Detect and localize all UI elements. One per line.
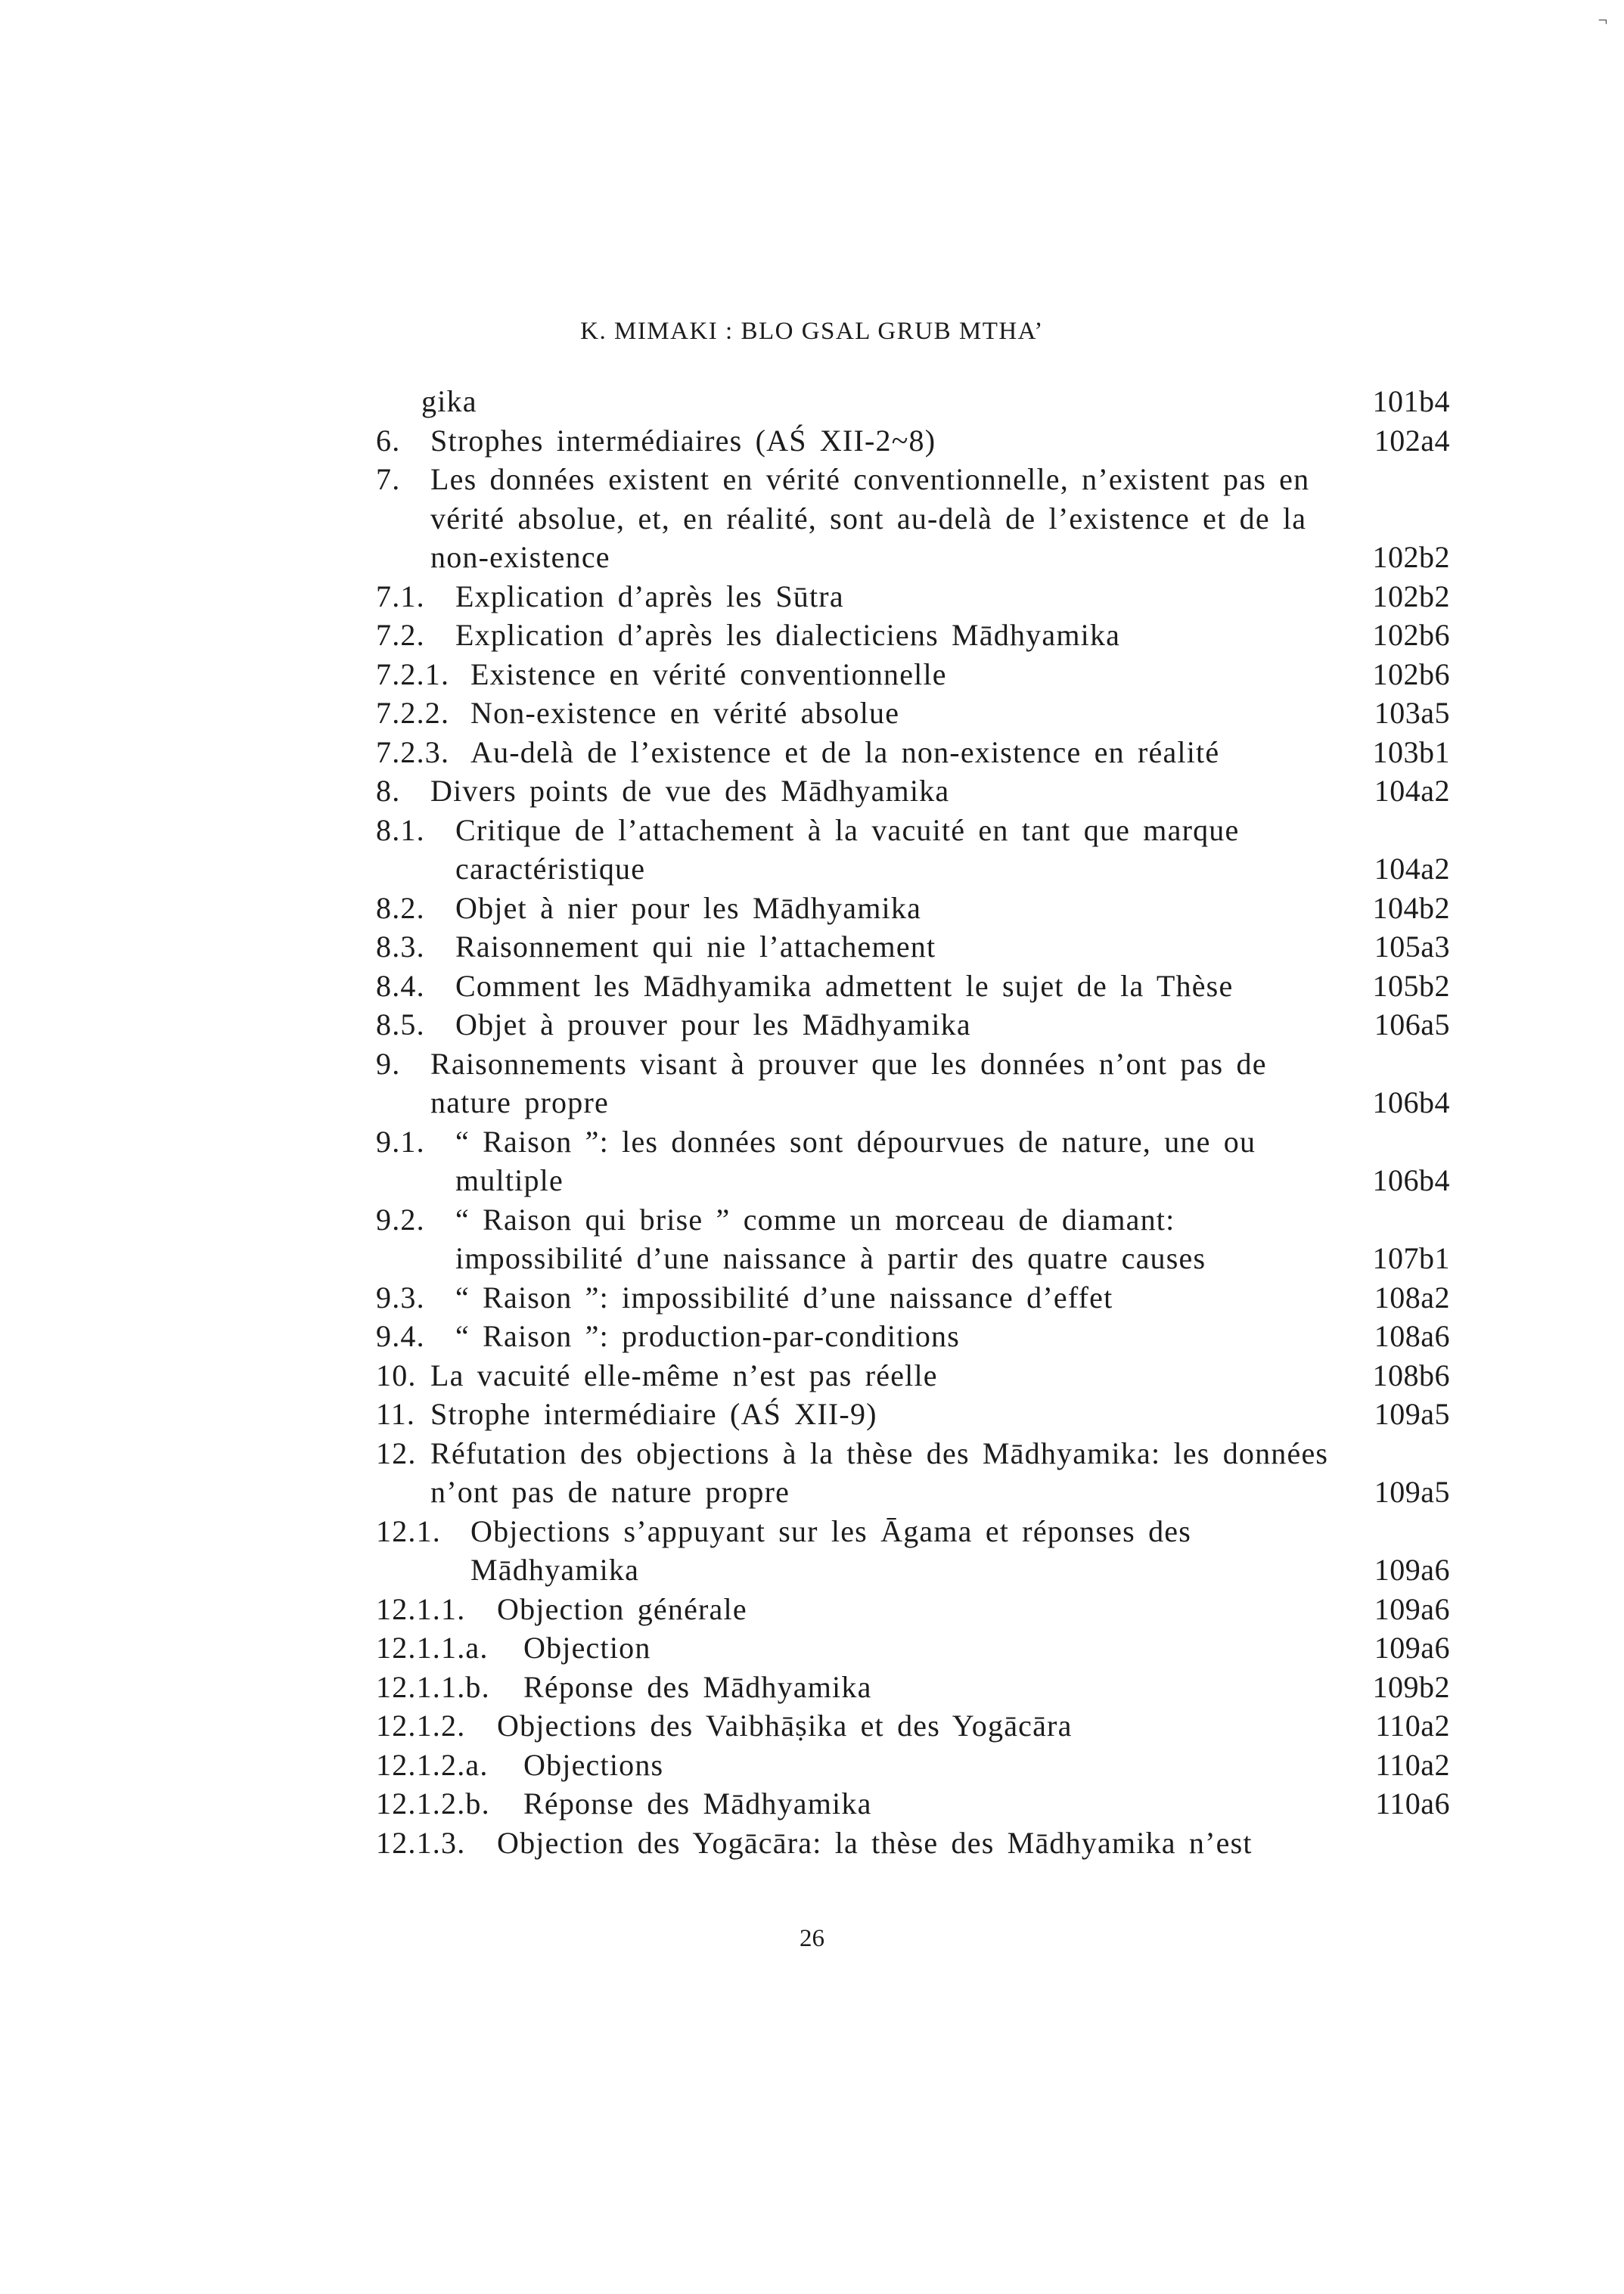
toc-entry	[376, 733, 1450, 772]
toc-entry-title: Objection	[523, 1631, 651, 1665]
toc-entry	[376, 382, 1450, 421]
toc-entry-folio-ref: 103a5	[1374, 696, 1450, 730]
toc-entry	[376, 771, 1450, 811]
toc-entry	[376, 967, 1450, 1006]
toc-entry-title: Objection générale	[497, 1591, 747, 1626]
toc-entry-title: Les données existent en vérité conventionnelle, n’existent pas en vérité absolue, et, en réalité, sont au-delà de l’existence et de la non-existence	[430, 462, 1310, 574]
toc-entry-folio-ref: 107b1	[1372, 1241, 1450, 1275]
toc-entry-title: Comment les Mādhyamika admettent le sujet de la Thèse	[455, 968, 1234, 1003]
toc-entry-number: 7.2.	[376, 618, 425, 652]
toc-entry	[376, 1668, 1450, 1707]
toc-entry	[376, 1590, 1450, 1629]
toc-entry-folio-ref: 102b6	[1372, 618, 1450, 652]
toc-entry-number: 7.2.3.	[376, 734, 450, 769]
toc-entry-number: 9.1.	[376, 1124, 425, 1159]
toc-entry-title: Divers points de vue des Mādhyamika	[430, 774, 950, 808]
toc-entry	[376, 616, 1450, 655]
toc-entry	[376, 1434, 1450, 1512]
toc-entry-number: 8.3.	[376, 930, 425, 964]
toc-entry-folio-ref: 102b2	[1372, 540, 1450, 574]
toc-entry-number: 8.2.	[376, 890, 425, 925]
toc-entry	[376, 1122, 1450, 1200]
toc-entry-folio-ref: 104b2	[1372, 890, 1450, 925]
toc-entry-folio-ref: 106b4	[1372, 1085, 1450, 1119]
toc-entry-folio-ref: 109a5	[1374, 1475, 1450, 1509]
toc-entry	[376, 1706, 1450, 1746]
toc-entry	[376, 1045, 1450, 1122]
toc-entry-number: 12.1.	[376, 1513, 441, 1548]
toc-entry-title: gika	[421, 384, 477, 418]
toc-entry	[376, 927, 1450, 967]
toc-entry	[376, 655, 1450, 694]
toc-entry-folio-ref: 101b4	[1372, 384, 1450, 418]
toc-entry-number: 8.4.	[376, 968, 425, 1003]
toc-entry-title: “ Raison ”: impossibilité d’une naissance d’effet	[455, 1280, 1113, 1315]
toc-entry-number: 7.	[376, 462, 401, 496]
toc-entry-folio-ref: 106b4	[1372, 1163, 1450, 1197]
toc-entry-folio-ref: 110a2	[1375, 1709, 1450, 1743]
toc-entry	[376, 1746, 1450, 1785]
toc-entry	[376, 1824, 1450, 1863]
toc-entry-folio-ref: 109a6	[1374, 1631, 1450, 1665]
toc-entry-title: Objection des Yogācāra: la thèse des Mādhyamika n’est	[497, 1825, 1253, 1860]
toc-entry	[376, 1200, 1450, 1278]
toc-entry-title: “ Raison ”: les données sont dépourvues de nature, une ou multiple	[455, 1124, 1256, 1197]
toc-entry-title: Raisonnements visant à prouver que les données n’ont pas de nature propre	[430, 1046, 1267, 1119]
toc-entry-title: Explication d’après les Sūtra	[455, 579, 844, 613]
toc-entry-title: Existence en vérité conventionnelle	[470, 657, 947, 691]
toc-entry-number: 7.2.1.	[376, 657, 450, 691]
toc-entry-folio-ref: 108a6	[1374, 1319, 1450, 1353]
toc-entry-number: 12.1.2.b.	[376, 1786, 490, 1821]
toc-entry-number: 8.5.	[376, 1007, 425, 1041]
toc-entry	[376, 1512, 1450, 1590]
toc-entry	[376, 1317, 1450, 1356]
toc-entry-number: 12.1.2.	[376, 1709, 466, 1743]
toc-entry-folio-ref: 102b6	[1372, 657, 1450, 691]
toc-entry-folio-ref: 108a2	[1374, 1280, 1450, 1315]
toc-entry-title: Objections des Vaibhāṣika et des Yogācāra	[497, 1709, 1073, 1743]
page-number: 26	[800, 1925, 824, 1952]
toc-entry-number: 9.4.	[376, 1319, 425, 1353]
toc-entry-folio-ref: 110a6	[1375, 1786, 1450, 1821]
scan-corner-mark: ¬	[1598, 11, 1607, 29]
toc-entry	[376, 460, 1450, 577]
toc-entry-title: Objections s’appuyant sur les Āgama et réponses des Mādhyamika	[470, 1513, 1191, 1587]
toc-entry-title: Objet à prouver pour les Mādhyamika	[455, 1007, 971, 1041]
toc-entry-number: 12.1.1.b.	[376, 1669, 490, 1704]
toc-entry	[376, 1005, 1450, 1045]
toc-entry-folio-ref: 105a3	[1374, 930, 1450, 964]
toc-entry-number: 7.1.	[376, 579, 425, 613]
toc-entry-folio-ref: 109b2	[1372, 1669, 1450, 1704]
toc-entry-title: Objet à nier pour les Mādhyamika	[455, 890, 922, 925]
toc-entry-number: 8.	[376, 774, 401, 808]
toc-entry-folio-ref: 104a2	[1374, 774, 1450, 808]
toc-entry-title: Explication d’après les dialecticiens Mādhyamika	[455, 618, 1121, 652]
running-head: K. MIMAKI : BLO GSAL GRUB MTHA’	[580, 318, 1044, 345]
table-of-contents	[376, 382, 1450, 1862]
toc-entry-number: 12.	[376, 1436, 417, 1470]
toc-entry-folio-ref: 102b2	[1372, 579, 1450, 613]
toc-entry	[376, 1356, 1450, 1395]
toc-entry-folio-ref: 109a5	[1374, 1397, 1450, 1431]
toc-entry-title: Non-existence en vérité absolue	[470, 696, 900, 730]
toc-entry	[376, 811, 1450, 889]
toc-entry-folio-ref: 108b6	[1372, 1358, 1450, 1392]
toc-entry-number: 9.	[376, 1046, 401, 1081]
toc-entry-title: Réponse des Mādhyamika	[523, 1669, 872, 1704]
toc-entry	[376, 889, 1450, 928]
toc-entry	[376, 1278, 1450, 1318]
toc-entry	[376, 1395, 1450, 1434]
toc-entry-title: La vacuité elle-même n’est pas réelle	[430, 1358, 938, 1392]
toc-entry	[376, 1628, 1450, 1668]
toc-entry-folio-ref: 105b2	[1372, 968, 1450, 1003]
toc-entry-title: Objections	[523, 1747, 664, 1782]
toc-entry-folio-ref: 104a2	[1374, 852, 1450, 886]
toc-entry-folio-ref: 109a6	[1374, 1553, 1450, 1587]
toc-entry	[376, 577, 1450, 616]
toc-entry-number: 12.1.2.a.	[376, 1747, 489, 1782]
toc-entry-title: Au-delà de l’existence et de la non-existence en réalité	[470, 734, 1220, 769]
toc-entry	[376, 694, 1450, 733]
toc-entry-number: 11.	[376, 1397, 416, 1431]
toc-entry	[376, 421, 1450, 461]
toc-entry-folio-ref: 109a6	[1374, 1591, 1450, 1626]
toc-entry-title: Raisonnement qui nie l’attachement	[455, 930, 936, 964]
toc-entry-number: 10.	[376, 1358, 417, 1392]
toc-entry-number: 12.1.1.a.	[376, 1631, 489, 1665]
toc-entry-number: 7.2.2.	[376, 696, 450, 730]
toc-entry-number: 9.2.	[376, 1202, 425, 1237]
toc-entry-number: 12.1.3.	[376, 1825, 466, 1860]
toc-entry-folio-ref: 103b1	[1372, 734, 1450, 769]
toc-entry	[376, 1784, 1450, 1824]
toc-entry-number: 8.1.	[376, 812, 425, 847]
toc-entry-title: Réponse des Mādhyamika	[523, 1786, 872, 1821]
toc-entry-title: Critique de l’attachement à la vacuité en tant que marque caractéristique	[455, 812, 1240, 886]
toc-entry-folio-ref: 102a4	[1374, 423, 1450, 458]
toc-entry-number: 9.3.	[376, 1280, 425, 1315]
toc-entry-title: “ Raison qui brise ” comme un morceau de diamant: impossibilité d’une naissance à partir des quatre causes	[455, 1202, 1206, 1275]
toc-entry-folio-ref: 110a2	[1375, 1747, 1450, 1782]
toc-entry-title: “ Raison ”: production-par-conditions	[455, 1319, 961, 1353]
toc-entry-folio-ref: 106a5	[1374, 1007, 1450, 1041]
toc-entry-title: Réfutation des objections à la thèse des Mādhyamika: les données n’ont pas de nature propre	[430, 1436, 1329, 1509]
toc-entry-title: Strophes intermédiaires (AŚ XII-2~8)	[430, 423, 936, 458]
toc-entry-number: 12.1.1.	[376, 1591, 466, 1626]
toc-entry-title: Strophe intermédiaire (AŚ XII-9)	[430, 1397, 877, 1431]
toc-entry-number: 6.	[376, 423, 401, 458]
